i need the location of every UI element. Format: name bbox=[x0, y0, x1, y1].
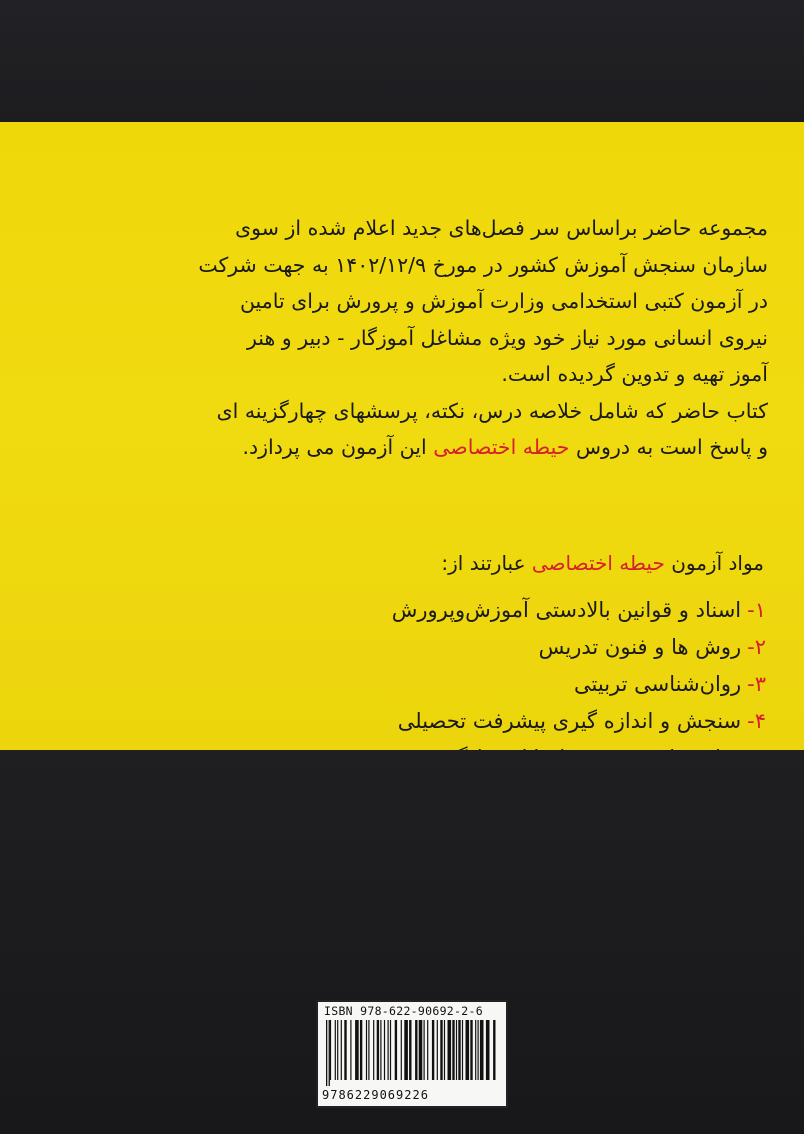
barcode-bars bbox=[324, 1020, 500, 1086]
intro-text: این آزمون می پردازد. bbox=[242, 435, 427, 459]
item-number: ۴- bbox=[747, 709, 766, 733]
item-label: اسناد و قوانین بالادستی آموزش‌وپرورش bbox=[391, 598, 742, 622]
intro-line bbox=[28, 429, 768, 466]
intro-line: در آزمون کتبی استخدامی وزارت آموزش و پرورش برای تامین bbox=[239, 289, 768, 313]
item-number: ۲- bbox=[747, 635, 766, 659]
isbn-barcode bbox=[316, 1000, 508, 1108]
intro-line: سازمان سنجش آموزش کشور در مورخ ۱۴۰۲/۱۲/۹ به جهت شرکت bbox=[198, 252, 768, 277]
isbn-number: ISBN 978-622-90692-2-6 bbox=[324, 1004, 483, 1018]
highlight-specialized-domain: حیطه اختصاصی bbox=[433, 435, 570, 459]
list-item bbox=[46, 629, 766, 666]
heading-text: مواد آزمون bbox=[671, 551, 764, 575]
yellow-text-panel bbox=[0, 122, 804, 750]
cover-top-dark-band bbox=[0, 0, 804, 120]
intro-line: مجموعه حاضر براساس سر فصل‌های جدید اعلام شده از سوی bbox=[235, 216, 768, 240]
intro-text: و پاسخ است به دروس bbox=[576, 435, 768, 459]
list-item bbox=[46, 666, 766, 703]
intro-line: کتاب حاضر که شامل خلاصه درس، نکته، پرسشهای چهارگزینه ای bbox=[216, 398, 768, 423]
intro-paragraph bbox=[28, 210, 768, 466]
item-label: سنجش و اندازه گیری پیشرفت تحصیلی bbox=[397, 709, 742, 733]
intro-line: نیروی انسانی مورد نیاز خود ویژه مشاغل آموزگار - دبیر و هنر bbox=[246, 325, 768, 350]
heading-text: عبارتند از: bbox=[441, 551, 526, 575]
item-number: ۳- bbox=[747, 672, 766, 696]
item-label: روان‌شناسی تربیتی bbox=[574, 672, 742, 696]
list-item bbox=[46, 592, 766, 629]
item-number: ۱- bbox=[747, 598, 766, 622]
intro-line: آموز تهیه و تدوین گردیده است. bbox=[501, 362, 768, 386]
subjects-heading bbox=[44, 548, 764, 578]
item-label: روش ها و فنون تدریس bbox=[538, 635, 742, 659]
highlight-specialized-domain: حیطه اختصاصی bbox=[531, 551, 665, 575]
list-item bbox=[46, 703, 766, 740]
barcode-digits: 9786229069226 bbox=[322, 1088, 429, 1102]
